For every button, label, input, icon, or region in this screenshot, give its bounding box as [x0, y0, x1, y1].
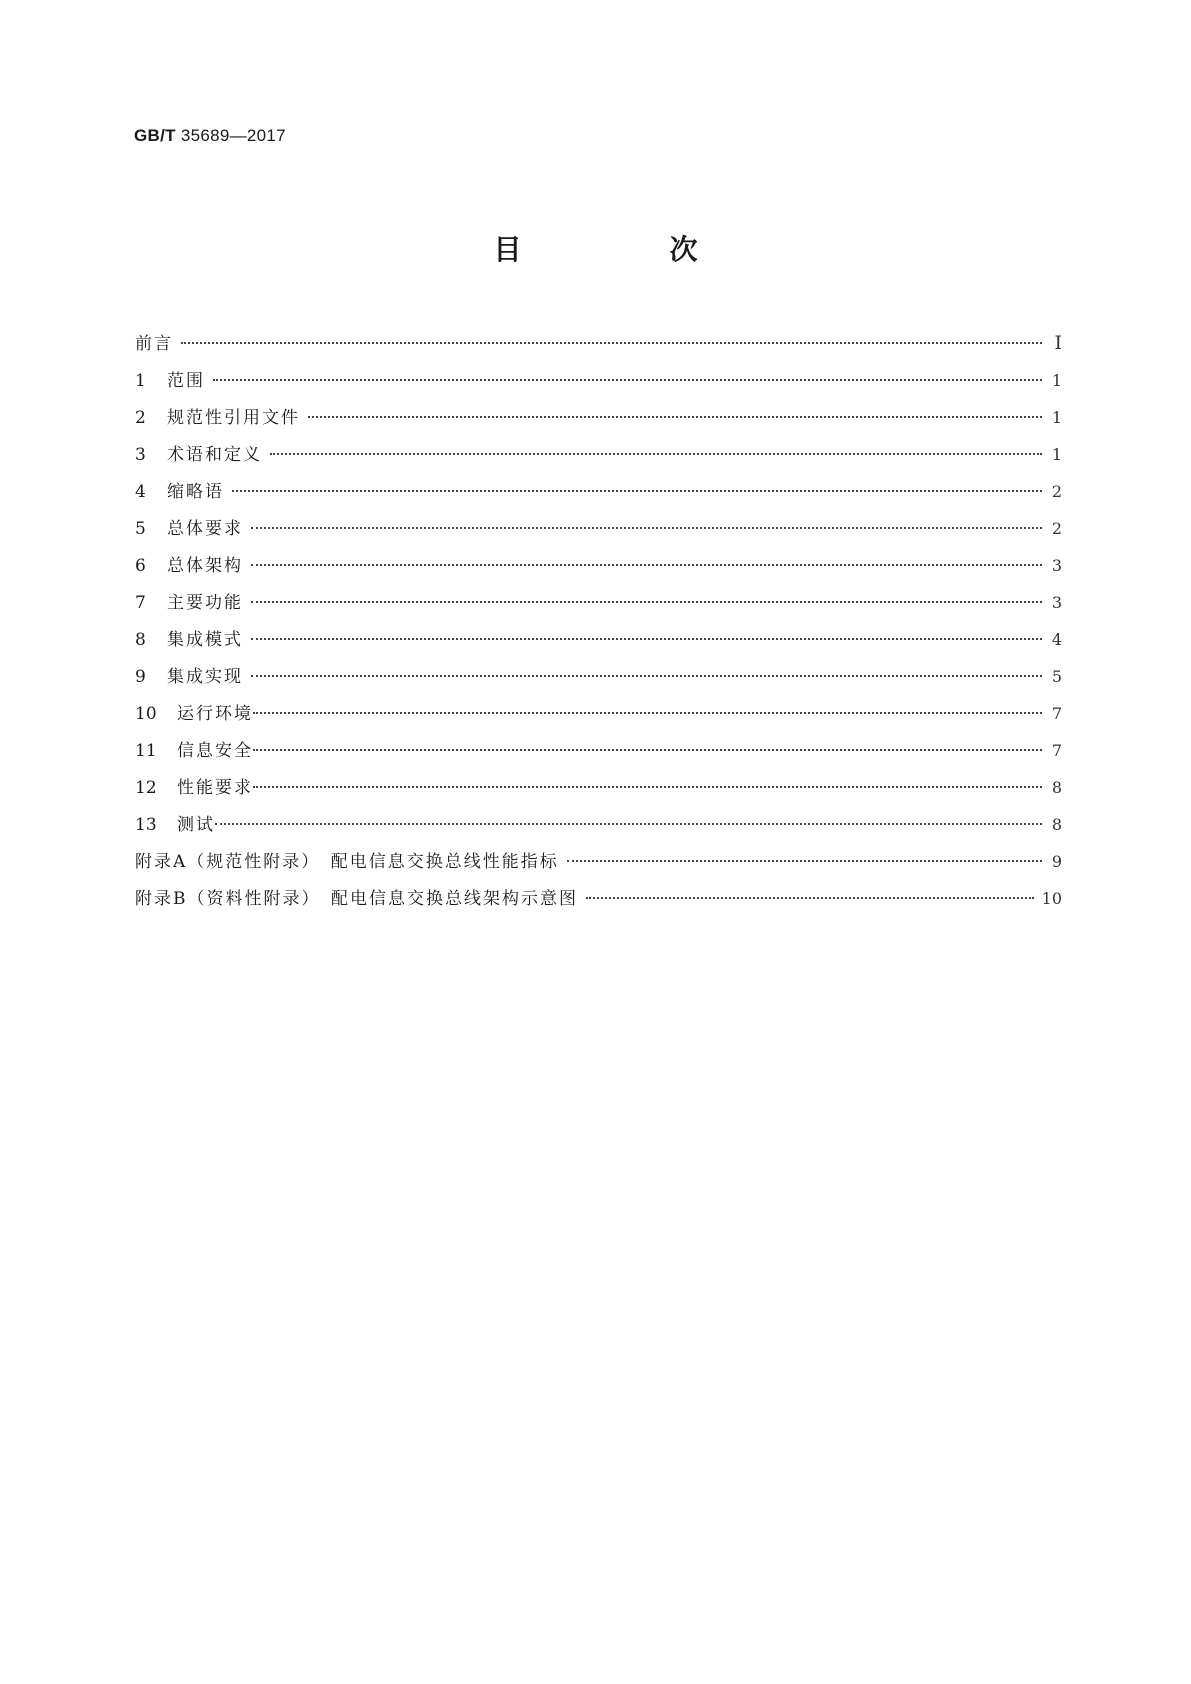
toc-entry-page: 1 [1051, 408, 1062, 427]
toc-entry-page: 1 [1051, 445, 1062, 464]
toc-entry-number: 12 [135, 778, 157, 798]
toc-entry-foreword[interactable] [135, 325, 1062, 362]
toc-title: 目 次 [493, 233, 758, 266]
toc-entry-number: 10 [135, 704, 157, 724]
dot-leader [270, 453, 1042, 455]
toc-entry-page: 7 [1051, 741, 1062, 760]
toc-entry-9[interactable] [135, 658, 1062, 695]
toc-entry-label: 规范性引用文件 [167, 408, 300, 428]
toc-entry-page: 8 [1051, 815, 1062, 834]
toc-entry-number: 7 [135, 593, 146, 613]
dot-leader [232, 490, 1042, 492]
toc-entry-page: 4 [1051, 630, 1062, 649]
toc-entry-label: 缩略语 [167, 482, 224, 502]
toc-entry-page: 3 [1051, 593, 1062, 612]
toc-entry-page: 3 [1051, 556, 1062, 575]
toc-entry-number: 13 [135, 815, 157, 835]
toc-entry-8[interactable] [135, 621, 1062, 658]
toc-entry-label: 测试 [177, 815, 215, 835]
toc-entry-annex-b[interactable] [135, 880, 1062, 917]
toc-entry-label: 性能要求 [177, 778, 253, 798]
standard-code-prefix: GB/T [134, 126, 176, 145]
toc-entry-number: 1 [135, 371, 146, 391]
toc-entry-label: 总体架构 [167, 556, 243, 576]
toc-entry-3[interactable] [135, 436, 1062, 473]
table-of-contents [135, 325, 1062, 917]
toc-entry-number: 5 [135, 519, 146, 539]
dot-leader [251, 638, 1042, 640]
toc-entry-annex-a[interactable] [135, 843, 1062, 880]
toc-entry-page: 9 [1051, 852, 1062, 871]
dot-leader [586, 897, 1034, 899]
toc-entry-page: 7 [1051, 704, 1062, 723]
dot-leader [308, 416, 1042, 418]
toc-entry-label: 运行环境 [177, 704, 253, 724]
toc-entry-page: 2 [1051, 519, 1062, 538]
dot-leader [251, 675, 1042, 677]
toc-entry-number: 11 [135, 741, 157, 761]
toc-entry-label: 附录B（资料性附录） 配电信息交换总线架构示意图 [135, 889, 578, 909]
dot-leader [213, 379, 1042, 381]
dot-leader [253, 712, 1042, 714]
toc-entry-13[interactable] [135, 806, 1062, 843]
toc-entry-4[interactable] [135, 473, 1062, 510]
toc-entry-page: 5 [1051, 667, 1062, 686]
toc-entry-number: 6 [135, 556, 146, 576]
toc-entry-label: 信息安全 [177, 741, 253, 761]
toc-entry-label: 集成实现 [167, 667, 243, 687]
toc-entry-6[interactable] [135, 547, 1062, 584]
toc-entry-1[interactable] [135, 362, 1062, 399]
toc-entry-5[interactable] [135, 510, 1062, 547]
toc-entry-number: 2 [135, 408, 146, 428]
toc-entry-page: 10 [1041, 889, 1062, 908]
toc-entry-2[interactable] [135, 399, 1062, 436]
dot-leader [253, 786, 1042, 788]
toc-entry-12[interactable] [135, 769, 1062, 806]
dot-leader [567, 860, 1042, 862]
toc-entry-number: 4 [135, 482, 146, 502]
dot-leader [251, 564, 1042, 566]
toc-entry-label: 附录A（规范性附录） 配电信息交换总线性能指标 [135, 852, 559, 872]
standard-code-number: 35689—2017 [180, 126, 286, 145]
toc-entry-label: 主要功能 [167, 593, 243, 613]
toc-entry-label: 总体要求 [167, 519, 243, 539]
dot-leader [251, 527, 1042, 529]
toc-entry-page: 8 [1051, 778, 1062, 797]
toc-entry-page: 2 [1051, 482, 1062, 501]
dot-leader [253, 749, 1042, 751]
toc-entry-label: 术语和定义 [167, 445, 262, 465]
toc-entry-label: 范围 [167, 371, 205, 391]
toc-entry-number: 8 [135, 630, 146, 650]
dot-leader [215, 823, 1042, 825]
toc-entry-page: I [1054, 332, 1062, 354]
dot-leader [181, 342, 1042, 344]
toc-entry-7[interactable] [135, 584, 1062, 621]
toc-entry-number: 3 [135, 445, 146, 465]
dot-leader [251, 601, 1042, 603]
toc-entry-number: 9 [135, 667, 146, 687]
toc-entry-label: 前言 [135, 334, 173, 354]
toc-entry-page: 1 [1051, 371, 1062, 390]
standard-code [134, 126, 286, 146]
toc-entry-label: 集成模式 [167, 630, 243, 650]
toc-entry-11[interactable] [135, 732, 1062, 769]
toc-entry-10[interactable] [135, 695, 1062, 732]
